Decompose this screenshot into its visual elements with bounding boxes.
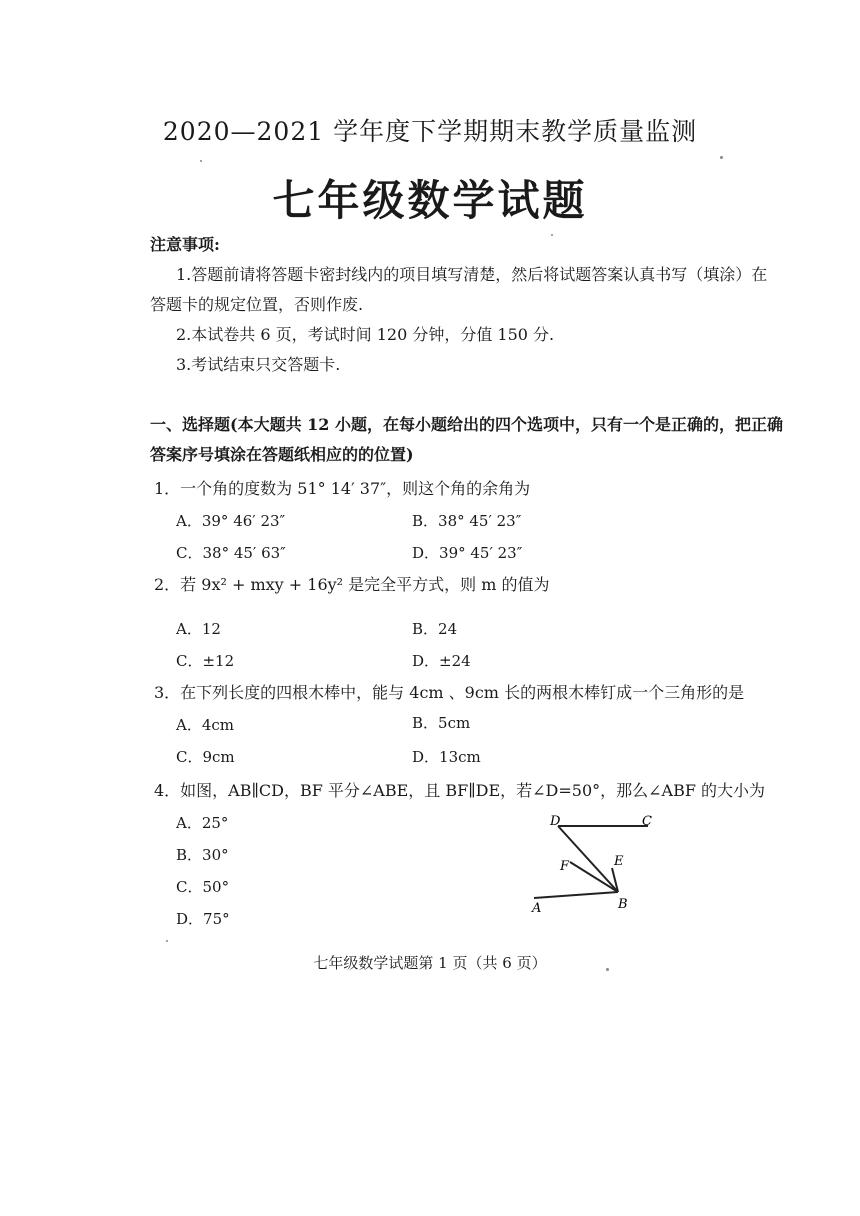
notice-heading: 注意事项:	[150, 235, 220, 254]
scan-speck	[720, 156, 723, 159]
section-1-heading-line-1: 一、选择题(本大题共 12 小题，在每小题给出的四个选项中，只有一个是正确的，把正确	[150, 415, 783, 434]
notice-item-3: 3.考试结束只交答题卡.	[176, 355, 341, 374]
scan-speck	[551, 234, 553, 236]
question-1-option-c: C．38° 45′ 63″	[176, 544, 286, 562]
question-2-option-c: C．±12	[176, 652, 235, 670]
exam-subtitle: 2020—2021 学年度下学期期末教学质量监测	[162, 117, 698, 146]
question-4-option-a: A．25°	[176, 814, 229, 832]
exam-title: 七年级数学试题	[272, 176, 588, 225]
question-2-option-b: B．24	[412, 620, 458, 638]
question-3-option-b: B．5cm	[412, 714, 471, 732]
label-f: F	[560, 859, 570, 874]
question-2-option-d: D．±24	[412, 652, 471, 670]
question-2-option-a: A．12	[176, 620, 221, 638]
question-4-option-d: D．75°	[176, 910, 230, 928]
scan-speck	[606, 968, 609, 971]
notice-item-1-line-2: 答题卡的规定位置，否则作废.	[150, 295, 364, 314]
question-4-option-c: C．50°	[176, 878, 230, 896]
label-d: D	[550, 814, 561, 829]
label-e: E	[614, 854, 624, 869]
question-2-stem: 2．若 9x² + mxy + 16y² 是完全平方式，则 m 的值为	[154, 575, 550, 594]
question-1-option-d: D．39° 45′ 23″	[412, 544, 523, 562]
question-4-stem: 4．如图，AB∥CD，BF 平分∠ABE，且 BF∥DE，若∠D=50°，那么∠ABF 的大小为	[154, 781, 766, 800]
scan-speck	[166, 940, 168, 942]
geometry-figure	[520, 806, 670, 916]
notice-item-2: 2.本试卷共 6 页，考试时间 120 分钟，分值 150 分.	[176, 325, 555, 344]
label-c: C	[642, 814, 652, 829]
scan-speck	[200, 160, 202, 162]
label-b: B	[618, 897, 628, 912]
question-3-option-d: D．13cm	[412, 748, 481, 766]
question-1-option-a: A．39° 46′ 23″	[176, 512, 286, 530]
question-3-option-c: C．9cm	[176, 748, 235, 766]
question-4-option-b: B．30°	[176, 846, 229, 864]
line-ab	[534, 892, 618, 898]
question-3-option-a: A．4cm	[176, 716, 235, 734]
notice-item-1-line-1: 1.答题前请将答题卡密封线内的项目填写清楚，然后将试题答案认真书写（填涂）在	[176, 265, 768, 284]
question-1-stem: 1．一个角的度数为 51° 14′ 37″，则这个角的余角为	[154, 479, 531, 498]
label-a: A	[532, 901, 542, 916]
question-3-stem: 3．在下列长度的四根木棒中，能与 4cm 、9cm 长的两根木棒钉成一个三角形的是	[154, 683, 745, 702]
section-1-heading-line-2: 答案序号填涂在答题纸相应的的位置)	[150, 445, 414, 464]
page-footer: 七年级数学试题第 1 页（共 6 页）	[313, 954, 547, 972]
question-1-option-b: B．38° 45′ 23″	[412, 512, 522, 530]
